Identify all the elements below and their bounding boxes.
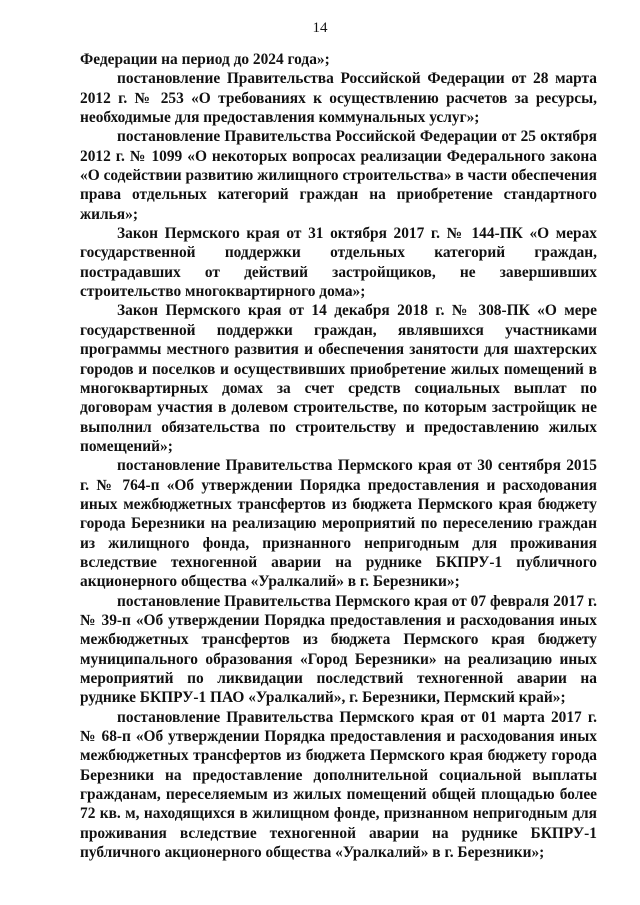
paragraph-resolution-68-p: постановление Правительства Пермского края от 01 марта 2017 г. № 68-п «Об утверждении Порядка предоставления и расходования иных межбюджетных трансфертов из бюджета Пермского края бюджету города Березники на предоставление дополнительной социальной выплаты гражданам, переселяемым из жилых помещений общей площадью более 72 кв. м, находящихся в жилищном фонде, признанном непригодным для проживания вследствие техногенной аварии на руднике БКПРУ-1 публичного акционерного общества «Уралкалий» в г. Березники»; (80, 708, 597, 862)
paragraph-law-308-pk: Закон Пермского края от 14 декабря 2018 г. № 308-ПК «О мере государственной поддержки граждан, являвшихся участниками программы местного развития и обеспечения занятости для шахтерских городов и поселков и осуществивших приобретение жилых помещений в многоквартирных домах за счет средств социальных выплат по договорам участия в долевом строительстве, по которым застройщик не выполнил обязательства по строительству и предоставлению жилых помещений»; (80, 302, 597, 455)
paragraph-resolution-764-p: постановление Правительства Пермского края от 30 сентября 2015 г. № 764-п «Об утверждении Порядка предоставления и расходования иных межбюджетных трансфертов из бюджета Пермского края бюджету города Березники на реализацию мероприятий по переселению граждан из жилищного фонда, признанного непригодным для проживания вследствие техногенной аварии на руднике БКПРУ-1 публичного акционерного общества «Уралкалий» в г. Березники»; (80, 457, 597, 591)
paragraph-resolution-253: постановление Правительства Российской Федерации от 28 марта 2012 г. № 253 «О требованиях к осуществлению расчетов за ресурсы, необходимые для предоставления коммунальных услуг»; (80, 70, 597, 127)
paragraph-continuation: Федерации на период до 2024 года»; (80, 51, 330, 68)
paragraph-resolution-39-p: постановление Правительства Пермского края от 07 февраля 2017 г. № 39-п «Об утверждении Порядка предоставления и расходования иных межбюджетных трансфертов из бюджета Пермского края бюджету муниципального образования «Город Березники» на реализацию иных мероприятий по ликвидации последствий техногенной аварии на руднике БКПРУ-1 ПАО «Уралкалий», г. Березники, Пермский край»; (80, 592, 597, 707)
page-number: 14 (312, 20, 328, 36)
document-body (80, 50, 597, 862)
paragraph-resolution-1099: постановление Правительства Российской Федерации от 25 октября 2012 г. № 1099 «О некоторых вопросах реализации Федерального закона «О содействии развитию жилищного строительства» в части обеспечения права отдельных категорий граждан на приобретение стандартного жилья»; (80, 128, 597, 223)
paragraph-law-144-pk: Закон Пермского края от 31 октября 2017 г. № 144-ПК «О мерах государственной поддержки отдельных категорий граждан, пострадавших от действий застройщиков, не завершивших строительство многоквартирного дома»; (80, 225, 597, 301)
